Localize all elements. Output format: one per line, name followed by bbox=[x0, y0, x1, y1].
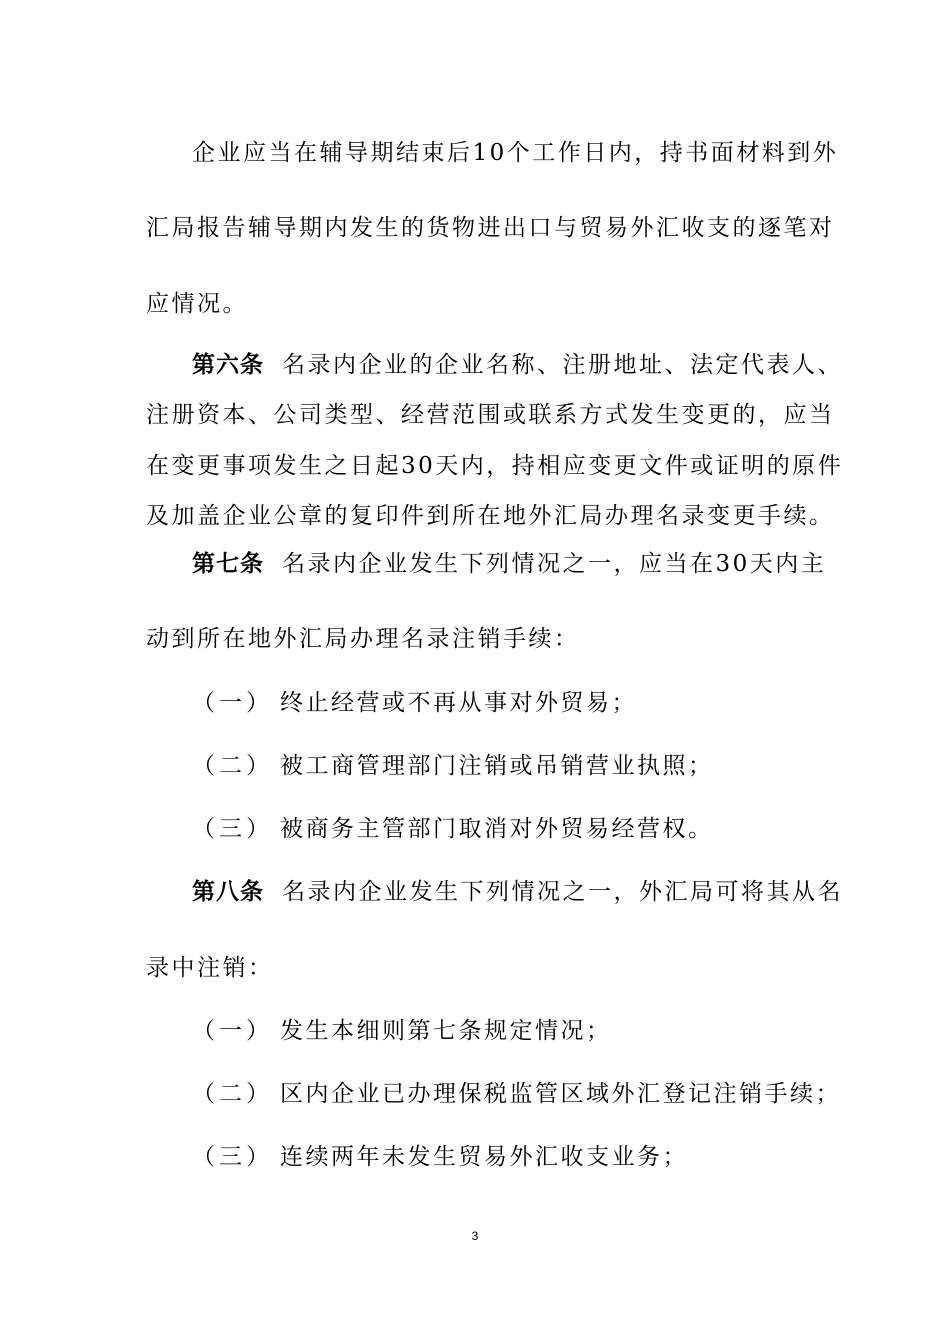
page-number: 3 bbox=[471, 1229, 479, 1243]
list-item-number: （三） bbox=[192, 1144, 273, 1170]
paragraph-line: 汇局报告辅导期内发生的货物进出口与贸易外汇收支的逐笔对 bbox=[146, 215, 835, 241]
list-item-number: （一） bbox=[192, 690, 273, 716]
article-eight-title: 第八条 bbox=[192, 879, 264, 905]
list-item-number: （三） bbox=[192, 816, 273, 842]
list-item bbox=[192, 1079, 852, 1109]
article-seven-text: 名录内企业发生下列情况之一，应当在30天内主 bbox=[282, 551, 827, 577]
article-eight-line bbox=[192, 877, 852, 907]
paragraph-line: 企业应当在辅导期结束后10个工作日内，持书面材料到外 bbox=[192, 140, 839, 166]
list-item-text: 发生本细则第七条规定情况； bbox=[280, 1018, 612, 1044]
list-item-text: 区内企业已办理保税监管区域外汇登记注销手续； bbox=[280, 1081, 841, 1107]
list-item-text: 连续两年未发生贸易外汇收支业务； bbox=[280, 1144, 688, 1170]
paragraph-line: 应情况。 bbox=[146, 291, 248, 317]
list-item bbox=[192, 751, 852, 781]
list-item bbox=[192, 1142, 852, 1172]
paragraph-line: 在变更事项发生之日起30天内，持相应变更文件或证明的原件 bbox=[146, 453, 844, 479]
paragraph-line: 及加盖企业公章的复印件到所在地外汇局办理名录变更手续。 bbox=[146, 503, 835, 529]
article-six-text: 名录内企业的企业名称、注册地址、法定代表人、 bbox=[282, 352, 843, 378]
paragraph-line: 录中注销： bbox=[146, 955, 274, 981]
list-item bbox=[192, 1016, 852, 1046]
article-six-title: 第六条 bbox=[192, 352, 264, 378]
list-item-text: 被工商管理部门注销或吊销营业执照； bbox=[280, 753, 714, 779]
article-seven-line bbox=[192, 549, 852, 579]
list-item-number: （二） bbox=[192, 753, 273, 779]
list-item-text: 被商务主管部门取消对外贸易经营权。 bbox=[280, 816, 714, 842]
paragraph-line: 动到所在地外汇局办理名录注销手续： bbox=[146, 626, 580, 652]
list-item-number: （一） bbox=[192, 1018, 273, 1044]
list-item bbox=[192, 814, 852, 844]
article-eight-text: 名录内企业发生下列情况之一，外汇局可将其从名 bbox=[282, 879, 843, 905]
list-item-number: （二） bbox=[192, 1081, 273, 1107]
paragraph-line: 注册资本、公司类型、经营范围或联系方式发生变更的，应当 bbox=[146, 402, 835, 428]
list-item bbox=[192, 688, 852, 718]
article-seven-title: 第七条 bbox=[192, 551, 264, 577]
article-six-line bbox=[192, 350, 852, 380]
list-item-text: 终止经营或不再从事对外贸易； bbox=[280, 690, 637, 716]
